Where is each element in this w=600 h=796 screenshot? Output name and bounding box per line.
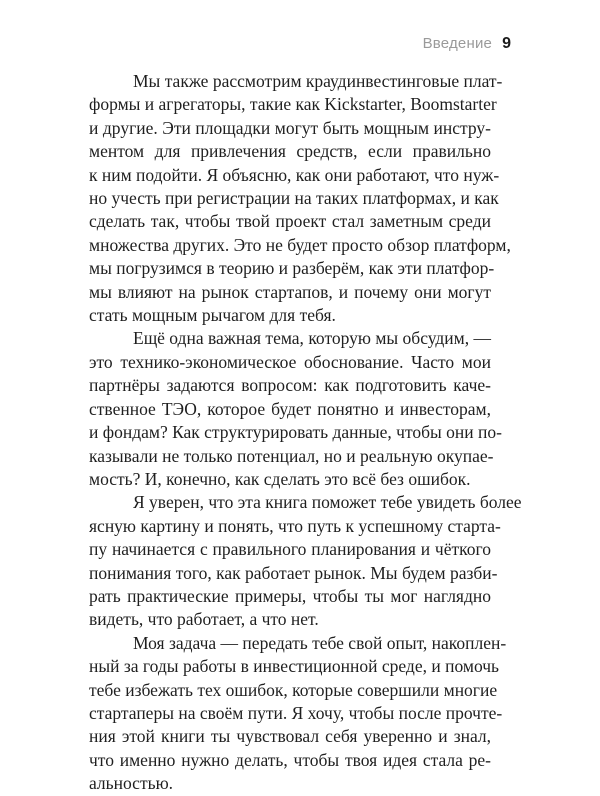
text-line: понимания того, как работает рынок. Мы будем разби- [89, 562, 498, 583]
text-line: мы влияют на рынок стартапов, и почему они могут [89, 281, 491, 302]
text-line: это технико-экономическое обоснование. Часто мои [89, 351, 491, 372]
paragraph-2 [89, 327, 502, 491]
text-line: ния этой книги ты чувствовал себя уверенно и знал, [89, 726, 491, 747]
paragraph-3 [89, 491, 522, 631]
text-line: казывали не только потенциал, но и реальную окупае- [89, 445, 494, 466]
page-number: 9 [502, 35, 511, 52]
text-line: формы и агрегаторы, такие как Kickstarter, Boomstarter [89, 94, 497, 115]
text-line: рать практические примеры, чтобы ты мог наглядно [89, 585, 491, 606]
text-line: мость? И, конечно, как сделать это всё без ошибок. [89, 468, 471, 489]
text-line: к ним подойти. Я объясню, как они работают, что нуж- [89, 164, 500, 185]
running-header [423, 35, 511, 53]
text-line: ясную картину и понять, что путь к успешному старта- [89, 515, 501, 536]
text-line: Моя задача — передать тебе свой опыт, накоплен- [133, 632, 507, 653]
text-line: видеть, что работает, а что нет. [89, 609, 319, 630]
section-title: Введение [422, 35, 493, 52]
body-text [89, 70, 522, 796]
text-line: Я уверен, что эта книга поможет тебе увидеть более [133, 492, 522, 513]
text-line: множества других. Это не будет просто обзор платформ, [89, 234, 511, 255]
text-line: партнёры задаются вопросом: как подготовить каче- [89, 375, 491, 396]
text-line: что именно нужно делать, чтобы твоя идея стала ре- [89, 749, 491, 770]
text-line: пу начинается с правильного планирования и чёткого [89, 539, 491, 560]
text-line: ментом для привлечения средств, если правильно [89, 141, 491, 162]
text-line: и другие. Эти площадки могут быть мощным инстру- [89, 117, 491, 138]
text-line: альностью. [89, 773, 174, 794]
text-line: стартаперы на своём пути. Я хочу, чтобы после прочте- [89, 702, 503, 723]
text-line: и фондам? Как структурировать данные, чтобы они по- [89, 422, 502, 443]
text-line: стать мощным рычагом для тебя. [89, 305, 336, 326]
text-line: ный за годы работы в инвестиционной среде, и помочь [89, 656, 500, 677]
paragraph-1 [89, 70, 511, 327]
text-line: мы погрузимся в теорию и разберём, как эти платфор- [89, 258, 495, 279]
text-line: тебе избежать тех ошибок, которые совершили многие [89, 679, 498, 700]
text-line: но учесть при регистрации на таких платформах, и как [89, 188, 499, 209]
text-line: Ещё одна важная тема, которую мы обсудим, — [133, 328, 491, 349]
text-line: сделать так, чтобы твой проект стал заметным среди [89, 211, 491, 232]
text-line: ственное ТЭО, которое будет понятно и инвесторам, [89, 398, 491, 419]
text-line: Мы также рассмотрим краудинвестинговые плат- [133, 71, 503, 91]
paragraph-4 [89, 632, 507, 796]
